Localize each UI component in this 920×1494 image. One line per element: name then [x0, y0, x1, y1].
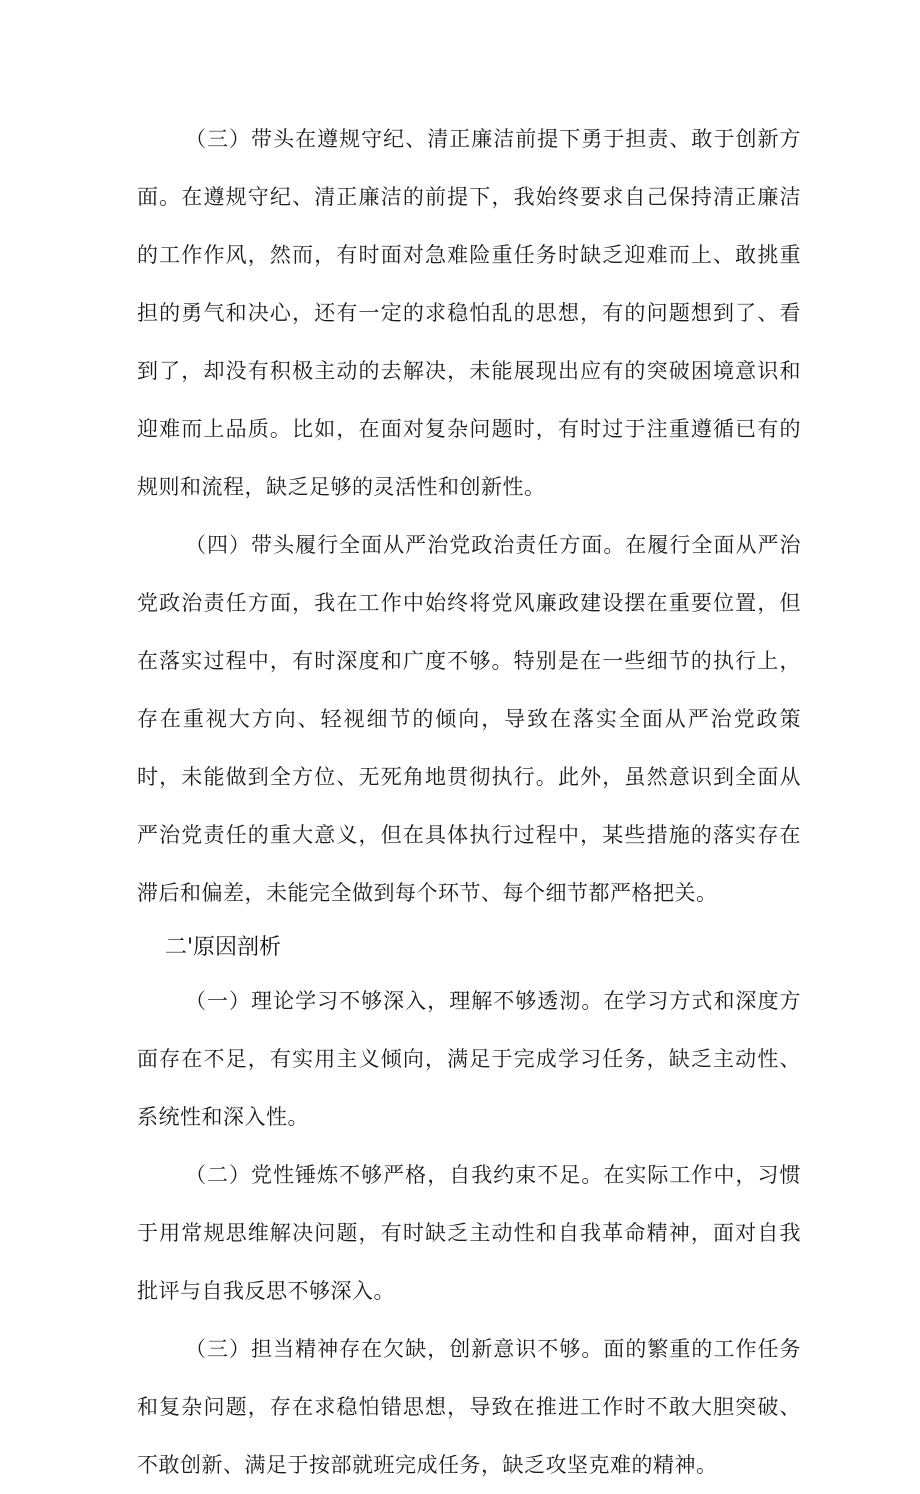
document-page	[137, 110, 801, 1494]
analysis-item-3: （三）担当精神存在欠缺，创新意识不够。面的繁重的工作任务和复杂问题，存在求稳怕错思想，导致在推进工作时不敢大胆突破、不敢创新、满足于按部就班完成任务，缺乏攻坚克难的精神。	[137, 1337, 801, 1477]
section-heading-cause-analysis: 二'原因剖析	[165, 935, 282, 960]
paragraph-4-party-governance: （四）带头履行全面从严治党政治责任方面。在履行全面从严治党政治责任方面，我在工作中始终将党风廉政建设摆在重要位置，但在落实过程中，有时深度和广度不够。特别是在一些细节的执行上，存在重视大方向、轻视细节的倾向，导致在落实全面从严治党政策时，未能做到全方位、无死角地贯彻执行。此外，虽然意识到全面从严治党责任的重大意义，但在具体执行过程中，某些措施的落实存在滞后和偏差，未能完全做到每个环节、每个细节都严格把关。	[137, 533, 801, 905]
analysis-item-1: （一）理论学习不够深入，理解不够透沏。在学习方式和深度方面存在不足，有实用主义倾向，满足于完成学习任务，缺乏主动性、系统性和深入性。	[137, 989, 801, 1129]
paragraph-3-compliance: （三）带头在遵规守纪、清正廉洁前提下勇于担责、敢于创新方面。在遵规守纪、清正廉洁的前提下，我始终要求自己保持清正廉洁的工作作风，然而，有时面对急难险重任务时缺乏迎难而上、敢挑重担的勇气和决心，还有一定的求稳怕乱的思想，有的问题想到了、看到了，却没有积极主动的去解决，未能展现出应有的突破困境意识和迎难而上品质。比如，在面对复杂问题时，有时过于注重遵循已有的规则和流程，缺乏足够的灵活性和创新性。	[137, 127, 801, 499]
analysis-item-2: （二）党性锤炼不够严格，自我约束不足。在实际工作中，习惯于用常规思维解决问题，有时缺乏主动性和自我革命精神，面对自我批评与自我反思不够深入。	[137, 1163, 801, 1303]
